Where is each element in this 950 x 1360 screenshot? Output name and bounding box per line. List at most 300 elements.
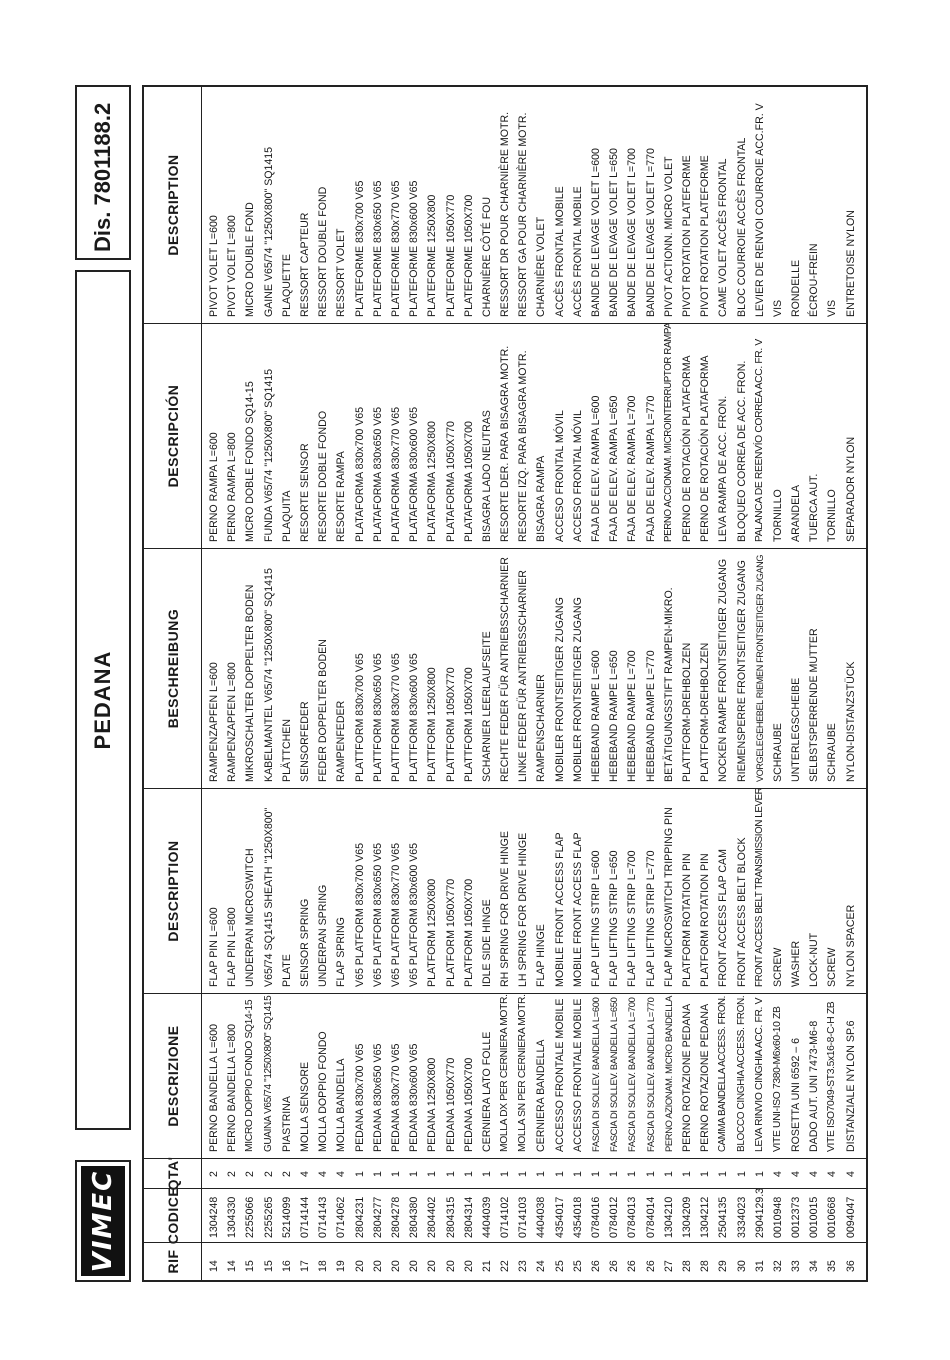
- cell-beschreibung: SCHARNIER LEERLAUFSEITE: [480, 631, 493, 782]
- column-header-codice: CODICE: [144, 1188, 201, 1242]
- cell-descripcion: BLOQUEO CORREA DE ACC. FRON.: [735, 360, 748, 542]
- cell-description-en: V65 PLATFORM 830x700 V65: [353, 842, 366, 987]
- cell-descrizione: LEVA RINVIO CINGHIA ACC. FR. V: [753, 997, 765, 1152]
- cell-rif: 20: [426, 1260, 439, 1272]
- cell-descrizione: MOLLA DX PER CERNIERA MOTR.: [499, 994, 511, 1152]
- column-divider: [144, 324, 866, 325]
- cell-qta: 2: [280, 1171, 293, 1177]
- cell-descripcion: FAJA DE ELEV. RAMPA L=650: [608, 395, 621, 542]
- cell-descrizione: PERNO ROTAZIONE PEDANA: [699, 1003, 712, 1152]
- cell-rif: 25: [571, 1260, 584, 1272]
- cell-qta: 1: [571, 1171, 584, 1177]
- cell-descripcion: RESORTE IZQ. PARA BISAGRA MOTR.: [517, 350, 530, 542]
- cell-qta: 1: [499, 1171, 512, 1177]
- cell-qta: 1: [735, 1171, 748, 1177]
- cell-rif: 33: [790, 1260, 803, 1272]
- cell-qta: 2: [208, 1171, 221, 1177]
- cell-codice: 4354018: [571, 1196, 584, 1238]
- cell-descripcion: TORNILLO: [771, 489, 784, 542]
- table-row: [696, 87, 714, 1280]
- cell-rif: 31: [753, 1260, 766, 1272]
- table-row: [714, 87, 732, 1280]
- cell-codice: 1304248: [208, 1196, 221, 1238]
- cell-rif: 16: [280, 1260, 293, 1272]
- column-header-rif: RIF: [144, 1242, 201, 1280]
- column-divider: [144, 1243, 866, 1244]
- cell-description-en: SCREW: [826, 947, 839, 987]
- column-header-descrizione: DESCRIZIONE: [144, 993, 201, 1158]
- cell-descripcion: BISAGRA LADO NEUTRAS: [480, 410, 493, 542]
- cell-rif: 29: [717, 1260, 730, 1272]
- cell-qta: 1: [426, 1171, 439, 1177]
- cell-beschreibung: PLATTFORM 1050X700: [462, 667, 475, 782]
- cell-rif: 15: [262, 1260, 275, 1272]
- cell-descripcion: PLATAFORMA 830x770 V65: [389, 406, 402, 542]
- cell-description-en: FLAP LIFTING STRIP L=650: [608, 850, 621, 987]
- table-row: [387, 87, 405, 1280]
- cell-rif: 30: [735, 1260, 748, 1272]
- cell-rif: 32: [771, 1260, 784, 1272]
- logo-box: [75, 1160, 131, 1282]
- cell-codice: 0714062: [335, 1196, 348, 1238]
- cell-descripcion: PLAQUITA: [280, 490, 293, 542]
- table-row: [551, 87, 569, 1280]
- cell-codice: 0012373: [790, 1196, 803, 1238]
- cell-beschreibung: RIEMENSPERRE FRONTSEITIGER ZUGANG: [735, 560, 748, 782]
- cell-beschreibung: FEDER DOPPELTER BODEN: [317, 639, 330, 782]
- cell-descrizione: FASCIA DI SOLLEV. BANDELLA L=600: [590, 997, 602, 1152]
- cell-descripcion: FAJA DE ELEV. RAMPA L=700: [626, 395, 639, 542]
- table-row: [496, 87, 514, 1280]
- table-row: [587, 87, 605, 1280]
- table-row: [842, 87, 860, 1280]
- cell-descripcion: ARANDELA: [790, 484, 803, 542]
- cell-qta: 1: [717, 1171, 730, 1177]
- cell-description-fr: ÉCROU-FREIN: [808, 243, 821, 317]
- table-row: [405, 87, 423, 1280]
- cell-beschreibung: PLATTFORM 830x650 V65: [371, 653, 384, 782]
- cell-description-fr: RESSORT VOLET: [335, 228, 348, 317]
- cell-rif: 24: [535, 1260, 548, 1272]
- cell-description-fr: MICRO DOUBLE FOND: [244, 202, 257, 317]
- cell-codice: 0714144: [299, 1196, 312, 1238]
- cell-beschreibung: VORGELEGEHEBEL RIEMEN FRONTSEITIGER ZUGANG: [754, 554, 765, 782]
- cell-codice: 2804278: [389, 1196, 402, 1238]
- cell-description-en: PLATFORM ROTATION PIN: [680, 853, 693, 987]
- cell-description-fr: RESSORT CAPTEUR: [299, 212, 312, 317]
- cell-codice: 0784016: [590, 1196, 603, 1238]
- cell-beschreibung: PLATTFORM 830x600 V65: [408, 653, 421, 782]
- cell-codice: 2804402: [426, 1196, 439, 1238]
- cell-codice: 1304212: [699, 1196, 712, 1238]
- cell-rif: 20: [462, 1260, 475, 1272]
- cell-description-fr: RESSORT DOUBLE FOND: [317, 186, 330, 317]
- cell-descripcion: FAJA DE ELEV. RAMPA L=770: [644, 395, 657, 542]
- cell-description-en: PLATFORM 1250X800: [426, 878, 439, 987]
- cell-descripcion: PLATAFORMA 1250X800: [426, 421, 439, 542]
- cell-beschreibung: LINKE FEDER FÜR ANTRIEBSSCHARNIER: [517, 570, 530, 782]
- cell-description-en: V65/74 SQ1415 SHEATH "1250X800": [262, 807, 275, 987]
- cell-rif: 28: [699, 1260, 712, 1272]
- cell-description-en: LH SPRING FOR DRIVE HINGE: [517, 832, 530, 987]
- cell-description-en: FLAP PIN L=800: [226, 907, 239, 987]
- cell-rif: 20: [408, 1260, 421, 1272]
- cell-beschreibung: SCHRAUBE: [771, 723, 784, 782]
- cell-codice: 0010948: [771, 1196, 784, 1238]
- table-row: [460, 87, 478, 1280]
- cell-beschreibung: HEBEBAND RAMPE L=650: [608, 650, 621, 782]
- cell-beschreibung: KABELMANTEL V65/74 "1250X800" SQ1415: [262, 568, 275, 782]
- cell-descrizione: CAMMA BANDELLA ACCESS. FRON.: [717, 995, 729, 1152]
- cell-rif: 14: [208, 1260, 221, 1272]
- cell-qta: 4: [771, 1171, 784, 1177]
- cell-descripcion: PALANCA DE REENVÍO CORREA ACC. FR. V: [753, 339, 765, 542]
- cell-rif: 20: [444, 1260, 457, 1272]
- cell-rif: 15: [244, 1260, 257, 1272]
- cell-codice: 1304209: [680, 1196, 693, 1238]
- table-row: [478, 87, 496, 1280]
- cell-description-en: FLAP SPRING: [335, 917, 348, 987]
- cell-description-fr: PLATEFORME 830x700 V65: [353, 180, 366, 317]
- cell-rif: 34: [808, 1260, 821, 1272]
- cell-rif: 26: [590, 1260, 603, 1272]
- table-row: [205, 87, 223, 1280]
- table-row: [314, 87, 332, 1280]
- cell-description-fr: PLATEFORME 1050X700: [462, 194, 475, 317]
- cell-codice: 3334023: [735, 1196, 748, 1238]
- cell-description-en: V65 PLATFORM 830x770 V65: [389, 842, 402, 987]
- table-body: [202, 87, 866, 1280]
- cell-descripcion: PERNO DE ROTACIÓN PLATAFORMA: [699, 355, 712, 542]
- cell-description-fr: BANDE DE LEVAGE VOLET L=700: [626, 148, 639, 317]
- cell-descrizione: PEDANA 1050X700: [462, 1057, 475, 1152]
- cell-descrizione: PEDANA 1250X800: [426, 1057, 439, 1152]
- cell-descrizione: PEDANA 830x650 V65: [371, 1043, 384, 1152]
- cell-codice: 2904129.3: [753, 1188, 766, 1238]
- table-row: [296, 87, 314, 1280]
- cell-description-fr: GAINE V65/74 "1250X800" SQ1415: [262, 146, 275, 317]
- cell-description-en: NYLON SPACER: [844, 904, 857, 987]
- cell-descripcion: ACCESO FRONTAL MÓVIL: [553, 410, 566, 542]
- cell-descripcion: TORNILLO: [826, 489, 839, 542]
- cell-description-fr: BANDE DE LEVAGE VOLET L=650: [608, 148, 621, 317]
- cell-descripcion: PERNO RAMPA L=800: [226, 432, 239, 542]
- cell-rif: 28: [680, 1260, 693, 1272]
- table-row: [423, 87, 441, 1280]
- cell-description-en: IDLE SIDE HINGE: [480, 899, 493, 987]
- cell-descrizione: PEDANA 830x600 V65: [408, 1043, 421, 1152]
- cell-codice: 2804315: [444, 1196, 457, 1238]
- cell-qta: 4: [299, 1171, 312, 1177]
- cell-description-fr: PLATEFORME 1250X800: [426, 194, 439, 317]
- cell-description-fr: BANDE DE LEVAGE VOLET L=600: [590, 148, 603, 317]
- cell-qta: 4: [826, 1171, 839, 1177]
- column-divider: [144, 994, 866, 995]
- cell-descrizione: PERNO AZIONAM. MICRO BANDELLA: [662, 995, 674, 1152]
- cell-description-en: FLAP LIFTING STRIP L=700: [626, 850, 639, 987]
- cell-descrizione: PERNO BANDELLA L=800: [226, 1023, 239, 1152]
- cell-qta: 2: [244, 1171, 257, 1177]
- cell-codice: 0784013: [626, 1196, 639, 1238]
- cell-description-fr: PLATEFORME 830x600 V65: [408, 180, 421, 317]
- cell-description-fr: RESSORT GA POUR CHARNIÈRE MOTR.: [517, 112, 530, 317]
- cell-qta: 1: [408, 1171, 421, 1177]
- cell-description-fr: PLAQUETTE: [280, 254, 293, 317]
- cell-rif: 14: [226, 1260, 239, 1272]
- table-row: [332, 87, 350, 1280]
- cell-codice: 0010015: [808, 1196, 821, 1238]
- cell-descripcion: MICRO DOBLE FONDO SQ14-15: [244, 381, 257, 542]
- cell-rif: 20: [371, 1260, 384, 1272]
- table-row: [260, 87, 278, 1280]
- cell-description-en: FLAP PIN L=600: [208, 907, 221, 987]
- cell-qta: 1: [608, 1171, 621, 1177]
- cell-codice: 2504135: [717, 1196, 730, 1238]
- cell-beschreibung: MIKROSCHALTER DOPPELTER BODEN: [244, 584, 257, 782]
- cell-descrizione: PEDANA 1050X770: [444, 1057, 457, 1152]
- cell-description-en: PLATFORM ROTATION PIN: [699, 853, 712, 987]
- cell-descripcion: PERNO ACCIONAM. MICROINTERRUPTOR RAMPA: [662, 323, 674, 542]
- table-row: [351, 87, 369, 1280]
- cell-description-fr: PLATEFORME 1050X770: [444, 194, 457, 317]
- cell-description-en: FLAP LIFTING STRIP L=770: [644, 850, 657, 987]
- cell-rif: 26: [626, 1260, 639, 1272]
- cell-description-fr: ACCÈS FRONTAL MOBILE: [571, 186, 584, 317]
- table-row: [569, 87, 587, 1280]
- table-row: [441, 87, 459, 1280]
- cell-beschreibung: PLATTFORM 830x770 V65: [389, 653, 402, 782]
- column-divider: [144, 1189, 866, 1190]
- cell-qta: 1: [626, 1171, 639, 1177]
- cell-descrizione: CERNIERA BANDELLA: [535, 1039, 548, 1152]
- drawing-number: Dis. 7801188.2: [90, 102, 115, 252]
- cell-beschreibung: NYLON-DISTANZSTÜCK: [844, 661, 857, 782]
- cell-descrizione: ROSETTA UNI 6592 – 6: [790, 1037, 803, 1152]
- cell-codice: 2804314: [462, 1196, 475, 1238]
- cell-descripcion: PERNO DE ROTACIÓN PLATAFORMA: [680, 355, 693, 542]
- cell-descripcion: ACCESO FRONTAL MÓVIL: [571, 410, 584, 542]
- table-row: [732, 87, 750, 1280]
- column-header-qta: QTA': [144, 1158, 201, 1188]
- cell-rif: 26: [644, 1260, 657, 1272]
- cell-beschreibung: SCHRAUBE: [826, 723, 839, 782]
- page-title: PEDANA: [90, 650, 115, 750]
- cell-descripcion: PLATAFORMA 830x650 V65: [371, 406, 384, 542]
- cell-rif: 36: [844, 1260, 857, 1272]
- cell-beschreibung: PLATTFORM-DREHBOLZEN: [699, 642, 712, 782]
- cell-codice: 0784014: [644, 1196, 657, 1238]
- cell-qta: 4: [844, 1171, 857, 1177]
- cell-description-fr: CHARNIÈRE VOLET: [535, 216, 548, 317]
- cell-qta: 1: [590, 1171, 603, 1177]
- cell-beschreibung: NOCKEN RAMPE FRONTSEITIGER ZUGANG: [717, 558, 730, 782]
- column-divider: [144, 549, 866, 550]
- cell-codice: 0010668: [826, 1196, 839, 1238]
- cell-descripcion: LEVA RAMPA DE ACC. FRON.: [717, 395, 730, 542]
- cell-description-fr: PIVOT VOLET L=600: [208, 215, 221, 317]
- cell-description-fr: ENTRETOISE NYLON: [844, 210, 857, 317]
- cell-codice: 2255066: [244, 1196, 257, 1238]
- column-divider: [144, 789, 866, 790]
- cell-qta: 1: [535, 1171, 548, 1177]
- table-row: [751, 87, 769, 1280]
- cell-beschreibung: RAMPENZAPFEN L=600: [208, 662, 221, 782]
- cell-description-fr: LEVIER DE RENVOI COURROIE ACC.FR. V: [753, 103, 766, 317]
- cell-beschreibung: HEBEBAND RAMPE L=700: [626, 650, 639, 782]
- cell-codice: 4404039: [480, 1196, 493, 1238]
- cell-beschreibung: PLATTFORM 1250X800: [426, 667, 439, 782]
- cell-qta: 2: [262, 1171, 275, 1177]
- cell-codice: 4404038: [535, 1196, 548, 1238]
- cell-description-en: PLATE: [280, 954, 293, 987]
- cell-descrizione: PERNO ROTAZIONE PEDANA: [680, 1003, 693, 1152]
- cell-description-fr: PIVOT VOLET L=800: [226, 215, 239, 317]
- cell-descripcion: PERNO RAMPA L=600: [208, 432, 221, 542]
- cell-descripcion: SEPARADOR NYLON: [844, 436, 857, 542]
- table-row: [532, 87, 550, 1280]
- cell-rif: 17: [299, 1260, 312, 1272]
- cell-beschreibung: RAMPENSCHARNIER: [535, 674, 548, 782]
- cell-codice: 0714103: [517, 1196, 530, 1238]
- cell-beschreibung: PLATTFORM 830x700 V65: [353, 653, 366, 782]
- cell-rif: 20: [353, 1260, 366, 1272]
- cell-descrizione: ACCESSO FRONTALE MOBILE: [553, 998, 566, 1152]
- cell-description-fr: CAME VOLET ACCÈS FRONTAL: [717, 158, 730, 317]
- cell-description-fr: PIVOT ROTATION PLATEFORME: [680, 155, 693, 317]
- cell-beschreibung: PLATTFORM 1050X770: [444, 667, 457, 782]
- cell-descripcion: FUNDA V65/74 "1250X800" SQ1415: [262, 368, 275, 542]
- table-row: [223, 87, 241, 1280]
- cell-qta: 1: [371, 1171, 384, 1177]
- cell-descripcion: TUERCA AUT.: [808, 473, 821, 542]
- cell-codice: 0714102: [499, 1196, 512, 1238]
- cell-qta: 1: [644, 1171, 657, 1177]
- cell-qta: 4: [808, 1171, 821, 1177]
- cell-rif: 18: [317, 1260, 330, 1272]
- cell-descrizione: DADO AUT. UNI 7473-M6-8: [808, 1020, 821, 1152]
- parts-table: [142, 85, 868, 1282]
- table-row: [278, 87, 296, 1280]
- cell-descripcion: RESORTE DOBLE FONDO: [317, 410, 330, 542]
- cell-descrizione: MOLLA SN PER CERNIERA MOTR.: [517, 994, 529, 1152]
- cell-qta: 4: [790, 1171, 803, 1177]
- cell-description-fr: VIS: [826, 299, 839, 317]
- cell-beschreibung: RAMPENFEDER: [335, 700, 348, 782]
- table-row: [660, 87, 678, 1280]
- cell-description-en: UNDERPAN MICROSWITCH: [244, 848, 257, 987]
- cell-beschreibung: MOBILER FRONTSEITIGER ZUGANG: [553, 597, 566, 782]
- cell-qta: 1: [480, 1171, 493, 1177]
- cell-description-fr: PIVOT ROTATION PLATEFORME: [699, 155, 712, 317]
- cell-descrizione: PIASTRINA: [280, 1096, 293, 1152]
- cell-qta: 1: [353, 1171, 366, 1177]
- cell-descrizione: ACCESSO FRONTALE MOBILE: [571, 998, 584, 1152]
- cell-beschreibung: SELBSTSPERRENDE MUTTER: [808, 628, 821, 782]
- cell-qta: 1: [753, 1171, 766, 1177]
- title-box: [75, 270, 131, 1130]
- cell-descripcion: RESORTE SENSOR: [299, 443, 312, 542]
- cell-qta: 1: [699, 1171, 712, 1177]
- table-row: [823, 87, 841, 1280]
- table-row: [514, 87, 532, 1280]
- cell-qta: 2: [226, 1171, 239, 1177]
- drawing-number-box: [75, 85, 131, 260]
- cell-descrizione: FASCIA DI SOLLEV. BANDELLA L=650: [608, 997, 620, 1152]
- cell-descrizione: CERNIERA LATO FOLLE: [480, 1031, 493, 1152]
- cell-description-fr: BANDE DE LEVAGE VOLET L=770: [644, 148, 657, 317]
- cell-beschreibung: PLÄTTCHEN: [280, 719, 293, 782]
- cell-beschreibung: SENSORFEDER: [299, 701, 312, 782]
- cell-beschreibung: BETÄTIGUNGSSTIFT RAMPEN-MIKRO.: [662, 587, 675, 782]
- cell-descripcion: BISAGRA RAMPA: [535, 455, 548, 542]
- cell-beschreibung: RECHTE FEDER FÜR ANTRIEBSSCHARNIER: [499, 557, 512, 782]
- cell-description-fr: BLOC COURROIE ACCÈS FRONTAL: [735, 137, 748, 317]
- cell-rif: 35: [826, 1260, 839, 1272]
- cell-description-en: PLATFORM 1050X700: [462, 878, 475, 987]
- cell-rif: 23: [517, 1260, 530, 1272]
- cell-rif: 21: [480, 1260, 493, 1272]
- table-row: [623, 87, 641, 1280]
- table-row: [241, 87, 259, 1280]
- table-row: [769, 87, 787, 1280]
- cell-description-en: V65 PLATFORM 830x650 V65: [371, 842, 384, 987]
- cell-descrizione: MICRO DOPPIO FONDO SQ14-15: [244, 999, 256, 1152]
- cell-description-en: SENSOR SPRING: [299, 898, 312, 987]
- cell-descrizione: DISTANZIALE NYLON SP.6: [844, 1020, 857, 1152]
- cell-descrizione: PEDANA 830x770 V65: [389, 1043, 402, 1152]
- cell-beschreibung: PLATTFORM-DREHBOLZEN: [680, 642, 693, 782]
- cell-descrizione: FASCIA DI SOLLEV. BANDELLA L=700: [626, 997, 638, 1152]
- cell-qta: 4: [317, 1171, 330, 1177]
- cell-beschreibung: HEBEBAND RAMPE L=770: [644, 650, 657, 782]
- cell-codice: 0094047: [844, 1196, 857, 1238]
- table-header-row: [144, 87, 202, 1280]
- cell-codice: 2804380: [408, 1196, 421, 1238]
- cell-description-en: FRONT ACCESS BELT BLOCK: [735, 837, 748, 987]
- cell-description-fr: CHARNIÈRE CÔTÉ FOU: [480, 196, 493, 317]
- cell-description-en: RH SPRING FOR DRIVE HINGE: [499, 831, 512, 987]
- cell-qta: 1: [553, 1171, 566, 1177]
- cell-codice: 2804277: [371, 1196, 384, 1238]
- table-row: [642, 87, 660, 1280]
- cell-qta: 1: [680, 1171, 693, 1177]
- cell-codice: 1304210: [662, 1196, 675, 1238]
- cell-descrizione: VITE ISO7049-ST3.5x16-8-C-H ZB: [826, 1001, 838, 1152]
- cell-codice: 4354017: [553, 1196, 566, 1238]
- cell-beschreibung: MOBILER FRONTSEITIGER ZUGANG: [571, 597, 584, 782]
- cell-description-en: FLAP HINGE: [535, 924, 548, 987]
- cell-qta: 1: [389, 1171, 402, 1177]
- cell-description-en: FLAP LIFTING STRIP L=600: [590, 850, 603, 987]
- table-row: [805, 87, 823, 1280]
- cell-description-en: MOBILE FRONT ACCESS FLAP: [571, 832, 584, 987]
- cell-description-en: MOBILE FRONT ACCESS FLAP: [553, 832, 566, 987]
- cell-descrizione: BLOCCO CINGHIA ACCESS. FRON.: [735, 995, 747, 1152]
- cell-rif: 27: [662, 1260, 675, 1272]
- cell-description-en: V65 PLATFORM 830x600 V65: [408, 842, 421, 987]
- cell-descripcion: PLATAFORMA 1050X700: [462, 421, 475, 542]
- cell-descrizione: MOLLA DOPPIO FONDO: [317, 1031, 330, 1152]
- cell-qta: 4: [335, 1171, 348, 1177]
- cell-description-en: FLAP MICROSWITCH TRIPPING PIN: [662, 807, 675, 987]
- cell-description-en: SCREW: [771, 947, 784, 987]
- cell-descrizione: MOLLA BANDELLA: [335, 1058, 348, 1152]
- cell-description-en: FRONT ACCESS BELT TRANSMISSION LEVER: [753, 788, 765, 987]
- cell-descrizione: GUAINA V65/74 "1250X800" SQ1415: [262, 995, 274, 1152]
- cell-beschreibung: RAMPENZAPFEN L=800: [226, 662, 239, 782]
- cell-rif: 22: [499, 1260, 512, 1272]
- cell-descripcion: PLATAFORMA 1050X770: [444, 421, 457, 542]
